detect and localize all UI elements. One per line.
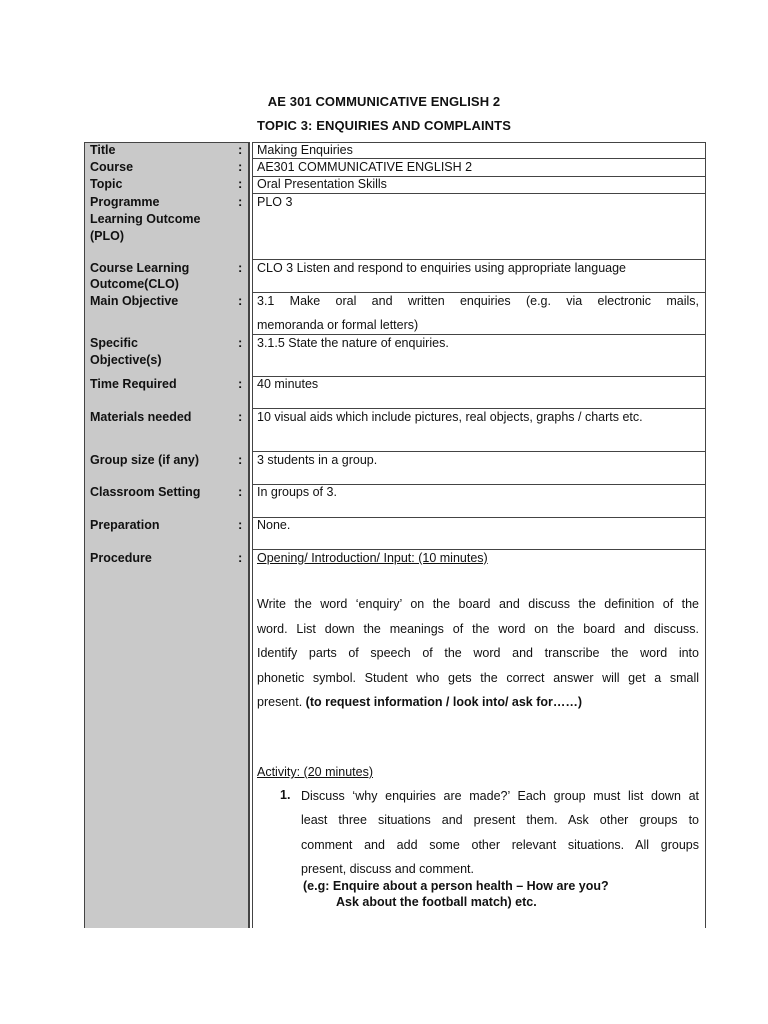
- colon: :: [238, 376, 243, 391]
- colon: :: [238, 409, 243, 424]
- classroom-setting-value: In groups of 3.: [257, 485, 337, 499]
- procedure-para-line-1: Write the word ‘enquiry’ on the board and discuss the definition of the: [257, 597, 699, 611]
- group-size-value: 3 students in a group.: [257, 453, 378, 467]
- colon: :: [238, 293, 243, 308]
- colon: :: [238, 550, 243, 565]
- procedure-para-line-3: Identify parts of speech of the word and transcribe the word into: [257, 646, 699, 660]
- example-line-1: (e.g: Enquire about a person health – How are you?: [303, 879, 609, 893]
- plo-label-line-2: Learning Outcome: [90, 212, 201, 226]
- preparation-value: None.: [257, 518, 291, 532]
- activity-item-line-2: least three situations and present them. Ask other groups to: [301, 813, 699, 827]
- document-course-title: AE 301 COMMUNICATIVE ENGLISH 2: [267, 94, 501, 109]
- materials-label: Materials needed: [90, 410, 192, 424]
- plo-value: PLO 3: [257, 195, 293, 209]
- colon: :: [238, 517, 243, 532]
- procedure-para-line-4: phonetic symbol. Student who gets the correct answer will get a small: [257, 671, 699, 685]
- activity-item-number: 1.: [280, 788, 291, 802]
- activity-item-line-1: Discuss ‘why enquiries are made?’ Each group must list down at: [301, 789, 699, 803]
- course-value: AE301 COMMUNICATIVE ENGLISH 2: [257, 160, 473, 174]
- activity-heading: Activity: (20 minutes): [257, 765, 374, 779]
- colon: :: [238, 335, 243, 350]
- activity-item-line-4: present, discuss and comment.: [301, 862, 474, 876]
- specific-objective-label-line-2: Objective(s): [90, 353, 162, 367]
- clo-label-line-2: Outcome(CLO): [90, 277, 179, 291]
- title-value: Making Enquiries: [257, 143, 353, 157]
- example-line-2: Ask about the football match) etc.: [336, 895, 537, 909]
- colon: :: [238, 142, 243, 157]
- procedure-para-bold: (to request information / look into/ ask for……): [305, 695, 583, 709]
- colon: :: [238, 159, 243, 174]
- main-objective-value-line-2: memoranda or formal letters): [257, 318, 419, 332]
- main-objective-value-line-1: 3.1 Make oral and written enquiries (e.g. via electronic mails,: [257, 294, 699, 308]
- title-label: Title: [90, 143, 116, 157]
- procedure-para-line-2: word. List down the meanings of the word on the board and discuss.: [257, 622, 699, 636]
- preparation-label: Preparation: [90, 518, 160, 532]
- clo-value: CLO 3 Listen and respond to enquiries using appropriate language: [257, 261, 627, 275]
- colon: :: [238, 452, 243, 467]
- opening-heading: Opening/ Introduction/ Input: (10 minutes): [257, 551, 488, 565]
- plo-label-line-3: (PLO): [90, 229, 125, 243]
- clo-label-line-1: Course Learning: [90, 261, 190, 275]
- group-size-label: Group size (if any): [90, 453, 200, 467]
- lesson-plan-table: [84, 142, 706, 928]
- procedure-para-last: present.: [257, 695, 303, 709]
- colon: :: [238, 260, 243, 275]
- topic-value: Oral Presentation Skills: [257, 177, 387, 191]
- colon: :: [238, 194, 243, 209]
- plo-label-line-1: Programme: [90, 195, 160, 209]
- materials-value: 10 visual aids which include pictures, real objects, graphs / charts etc.: [257, 410, 643, 424]
- activity-item-line-3: comment and add some other relevant situations. All groups: [301, 838, 699, 852]
- specific-objective-label-line-1: Specific: [90, 336, 138, 350]
- time-required-value: 40 minutes: [257, 377, 319, 391]
- time-required-label: Time Required: [90, 377, 177, 391]
- specific-objective-value: 3.1.5 State the nature of enquiries.: [257, 336, 449, 350]
- course-label: Course: [90, 160, 134, 174]
- colon: :: [238, 176, 243, 191]
- classroom-setting-label: Classroom Setting: [90, 485, 201, 499]
- main-objective-label: Main Objective: [90, 294, 179, 308]
- document-topic-title: TOPIC 3: ENQUIRIES AND COMPLAINTS: [257, 118, 511, 133]
- colon: :: [238, 484, 243, 499]
- procedure-para-line-5: [257, 694, 699, 711]
- procedure-label: Procedure: [90, 551, 152, 565]
- topic-label: Topic: [90, 177, 123, 191]
